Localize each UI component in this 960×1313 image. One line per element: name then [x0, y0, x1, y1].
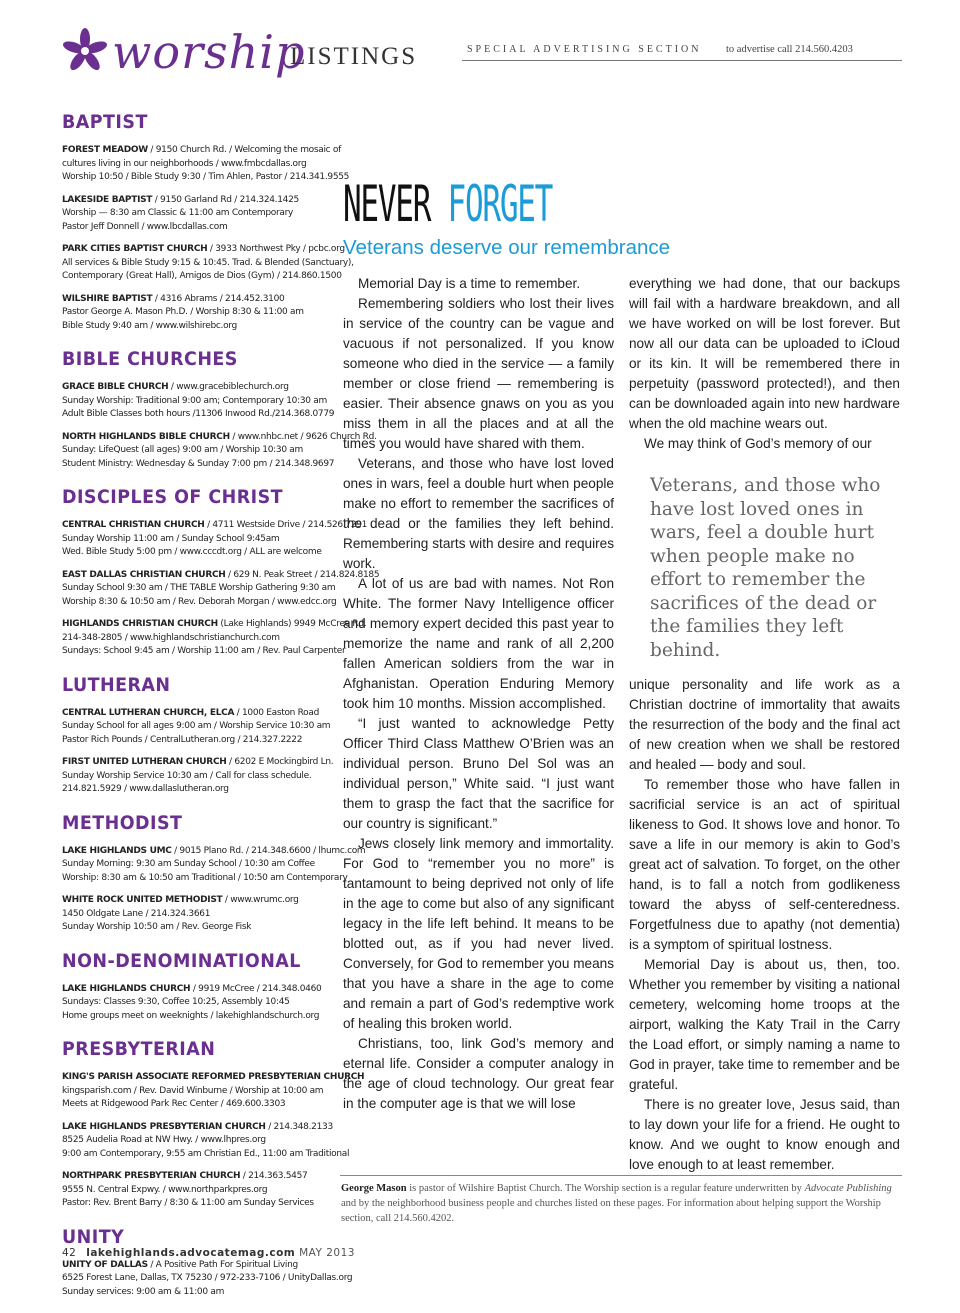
category-gap — [62, 1308, 342, 1313]
article-paragraph: Memorial Day is a time to remember. — [358, 276, 581, 291]
listing-detail: / 629 N. Peak Street / 214.824.8185 — [225, 569, 380, 580]
issue-month: MAY 2013 — [299, 1247, 355, 1259]
listing-detail: Worship: 8:30 am & 10:50 am Traditional / 10:50 am Contemporary — [62, 872, 348, 883]
listing-detail: / 9150 Garland Rd / 214.324.1425 — [152, 194, 299, 205]
listing-detail: 8525 Audelia Road at NW Hwy. / www.lhpres.org — [62, 1135, 266, 1145]
church-name: LAKE HIGHLANDS CHURCH — [62, 983, 191, 994]
listing-detail: (Lake Highlands) 9949 McCree Rd. — [217, 619, 367, 629]
article-column-1 — [343, 274, 614, 1114]
article-paragraph: To remember those who have fallen in sacrificial service is an act of spiritual likeness to God. It shows love and honor. To save a life in our memory is akin to God’s great act of salvation. To forget, on the other hand, is to fall a notch from godlikeness toward the abyss of self-centeredness. Forgetfulness due to apathy (not dementia) is a symptom of spiritual lostness. — [629, 777, 900, 952]
article-paragraph: Remembering soldiers who lost their lives in service of the country can be vague and vacuous if not personalized. If you know someone who died in the service — a family member or close friend — remembering is easier. Their absence gnaws on you as you miss them in all the places and at all the times you would have shared with them. — [343, 296, 614, 451]
church-listing — [62, 1259, 353, 1300]
category-heading: PRESBYTERIAN — [62, 1038, 216, 1060]
listing-detail: 214.821.5929 / www.dallaslutheran.org — [62, 784, 229, 794]
flower-logo-icon — [62, 28, 108, 74]
listing-detail: cultures living in our neighborhoods / www.fmbcdallas.org — [62, 158, 307, 169]
church-listing — [62, 569, 380, 610]
title-word-never: NEVER — [343, 175, 431, 233]
church-listing — [62, 756, 342, 797]
church-listing — [62, 1071, 365, 1112]
advertise-phone: to advertise call 214.560.4203 — [726, 44, 853, 55]
church-listing — [62, 194, 342, 235]
listing-detail: Student Ministry: Wednesday & Sunday 7:00 pm / 214.348.9697 — [62, 458, 335, 469]
listing-detail: / 3933 Northwest Pky / pcbc.org — [207, 244, 345, 254]
church-listing — [62, 894, 342, 935]
listing-detail: Pastor Jeff Donnell / www.lbcdallas.com — [62, 221, 228, 232]
bio-name: George Mason — [341, 1183, 407, 1194]
church-listing — [62, 618, 367, 659]
church-name: FOREST MEADOW — [62, 145, 148, 155]
church-name: GRACE BIBLE CHURCH — [62, 382, 169, 392]
brand-script: worship — [112, 25, 306, 79]
listing-detail: Meets at Ridgewood Park Rec Center / 469.600.3303 — [62, 1099, 286, 1109]
church-name: FIRST UNITED LUTHERAN CHURCH — [62, 757, 227, 767]
listing-detail: Pastor George A. Mason Ph.D. / Worship 8:30 & 11:00 am — [62, 307, 304, 317]
church-name: CENTRAL LUTHERAN CHURCH, ELCA — [62, 707, 235, 718]
listing-detail: 9555 N. Central Expwy. / www.northparkpres.org — [62, 1184, 268, 1195]
listing-detail: Wed. Bible Study 5:00 pm / www.cccdt.org / ALL are welcome — [62, 547, 322, 557]
church-name: LAKE HIGHLANDS PRESBYTERIAN CHURCH — [62, 1121, 266, 1132]
listing-detail: kingsparish.com / Rev. David Winburne / Worship at 10:00 am — [62, 1085, 324, 1096]
listing-detail: / 9015 Plano Rd. / 214.348.6600 / lhumc.com — [171, 845, 366, 856]
category-heading: DISCIPLES OF CHRIST — [62, 486, 284, 508]
church-name: HIGHLANDS CHRISTIAN CHURCH — [62, 619, 218, 629]
article-paragraph: There is no greater love, Jesus said, than to lay down your life for a friend. He ought to know. And we ought to know enough and love enough to at least remember. — [629, 1097, 900, 1172]
listing-detail: / 9150 Church Rd. / Welcoming the mosaic of — [147, 145, 341, 155]
article-column-2-top — [629, 274, 900, 454]
article-title — [343, 176, 552, 232]
church-name: PARK CITIES BAPTIST CHURCH — [62, 244, 208, 254]
church-listing — [62, 381, 342, 422]
article-subhead: Veterans deserve our remembrance — [343, 236, 671, 259]
category-heading: NON-DENOMINATIONAL — [62, 949, 301, 972]
listing-detail: Pastor: Rev. Brent Barry / 8:30 & 11:00 am Sunday Services — [62, 1198, 314, 1208]
listing-detail: / 6202 E Mockingbird Ln. — [226, 757, 334, 767]
article-paragraph: unique personality and life work as a Christian doctrine of immortality that awaits the resurrection of the body and the final act of new creation when we shall be restored and healed — body and soul. — [629, 677, 900, 772]
bio-publisher: Advocate Publishing — [804, 1183, 892, 1194]
listing-detail: Sunday Morning: 9:30 am Sunday School / 10:30 am Coffee — [62, 859, 315, 869]
bio-text-2: and by the neighborhood business people and churches listed on these pages. For information about helping support the Worship section, call 214.560.4202. — [341, 1198, 881, 1224]
article-paragraph: We may think of God’s memory of our — [644, 436, 872, 451]
category-heading: BIBLE CHURCHES — [62, 348, 238, 370]
church-listing — [62, 144, 350, 185]
church-name: LAKESIDE BAPTIST — [62, 194, 153, 205]
church-name: WILSHIRE BAPTIST — [62, 293, 153, 304]
title-word-forget: FORGET — [447, 175, 553, 233]
article-paragraph: Jews closely link memory and immortality. For God to “remember you no more” is tantamount to being deprived not only of life in the age to come but also of any significant legacy in the life left behind. It means to be blotted out, as if you had never lived. Conversely, for God to remember you means that you have a share in the age to come and remain a part of God’s redemptive work of healing this broken world. — [343, 836, 614, 1031]
listing-detail: 214-348-2805 / www.highlandschristianchurch.com — [62, 632, 280, 643]
site-url: lakehighlands.advocatemag.com — [86, 1247, 296, 1259]
article-paragraph: Memorial Day is about us, then, too. Whether you remember by visiting a national cemetery, welcoming home troops at the airport, walking the Katy Trail in the Carry the Load effort, or simply naming a name to God in prayer, take time to remember and be grateful. — [629, 957, 900, 1092]
article-paragraph: Veterans, and those who have lost loved ones in wars, feel a double hurt when people make no effort to remember the sacrifices of the dead or the families they left behind. Remembering starts with desire and requires work. — [343, 456, 614, 571]
listing-detail: / 1000 Easton Road — [234, 707, 320, 718]
listing-detail: / A Positive Path For Spiritual Living — [147, 1259, 298, 1270]
listing-detail: All services & Bible Study 9:15 & 10:45. Trad. & Blended (Sanctuary), — [62, 257, 354, 268]
article-paragraph: Christians, too, link God’s memory and eternal life. Consider a computer analogy in the age of cloud technology. Our great fear in the computer age is that we will lose — [343, 1036, 614, 1111]
listing-detail: Contemporary (Great Hall), Amigos de Dios (Gym) / 214.860.1500 — [62, 271, 342, 281]
article-paragraph: everything we had done, that our backups will fail with a hardware breakdown, and all we have worked on will be lost forever. But now all our data can be uploaded to iCloud or its kin. It will be remembered there in perpetuity (password protected!), and then can be downloaded again into new hardware when the old machine wears out. — [629, 276, 900, 431]
listing-detail: Sunday School for all ages 9:00 am / Worship Service 10:30 am — [62, 721, 331, 731]
listing-detail: Sunday: LifeQuest (all ages) 9:00 am / Worship 10:30 am — [62, 445, 303, 455]
church-listing — [62, 431, 377, 472]
header-rule — [462, 60, 902, 61]
listing-detail: 1450 Oldgate Lane / 214.324.3661 — [62, 908, 211, 919]
listing-detail: Worship 8:30 & 10:50 am / Rev. Deborah Morgan / www.edcc.org — [62, 596, 337, 607]
page-number: 42 — [62, 1247, 77, 1259]
church-listing — [62, 845, 366, 886]
listing-detail: Sunday Worship: Traditional 9:00 am; Contemporary 10:30 am — [62, 395, 327, 406]
page-header — [62, 22, 902, 82]
listing-detail: / 9919 McCree / 214.348.0460 — [190, 983, 322, 994]
listing-detail: Bible Study 9:40 am / www.wilshirebc.org — [62, 320, 237, 331]
listing-detail: Worship — 8:30 am Classic & 11:00 am Contemporary — [62, 208, 294, 218]
church-name: EAST DALLAS CHRISTIAN CHURCH — [62, 569, 226, 580]
listing-detail: / 4316 Abrams / 214.452.3100 — [152, 293, 285, 304]
brand-caps: LISTINGS — [290, 43, 418, 70]
church-name: NORTH HIGHLANDS BIBLE CHURCH — [62, 431, 230, 442]
category-heading: LUTHERAN — [62, 673, 171, 696]
church-listing — [62, 983, 342, 1024]
listing-detail: Sunday services: 9:00 am & 11:00 am — [62, 1286, 225, 1297]
church-name: KING'S PARISH ASSOCIATE REFORMED PRESBYTERIAN CHURCH — [62, 1072, 365, 1082]
article-column-2-bottom — [629, 675, 900, 1175]
church-name: CENTRAL CHRISTIAN CHURCH — [62, 520, 205, 530]
bio-rule — [340, 1175, 902, 1176]
church-name: WHITE ROCK UNITED METHODIST — [62, 895, 223, 905]
church-listing — [62, 707, 342, 748]
listing-detail: / www.nhbc.net / 9626 Church Rd. — [229, 431, 377, 442]
category-heading: UNITY — [62, 1225, 125, 1248]
listing-detail: Worship 10:50 / Bible Study 9:30 / Tim Ahlen, Pastor / 214.341.9555 — [62, 172, 350, 182]
listing-detail: / www.gracebiblechurch.org — [168, 382, 289, 392]
category-heading: BAPTIST — [62, 111, 148, 133]
listing-detail: Sunday Worship Service 10:30 am / Call for class schedule. — [62, 770, 312, 781]
church-name: UNITY OF DALLAS — [62, 1259, 148, 1270]
church-listing — [62, 519, 368, 560]
category-heading: METHODIST — [62, 811, 183, 834]
listing-detail: Sunday Worship 10:50 am / Rev. George Fisk — [62, 922, 252, 932]
page-footer — [62, 1247, 355, 1259]
pull-quote: Veterans, and those who have lost loved ones in wars, feel a double hurt when people make no effort to remember the sacrifices of the dead or the families they left behind. — [650, 475, 881, 661]
listing-detail: Sundays: School 9:45 am / Worship 11:00 am / Rev. Paul Carpenter — [62, 646, 346, 656]
listing-detail: Home groups meet on weeknights / lakehighlandschurch.org — [62, 1010, 320, 1021]
listing-detail: / 214.363.5457 — [240, 1171, 308, 1181]
bio-text-1: is pastor of Wilshire Baptist Church. The Worship section is a regular feature underwritten by — [406, 1183, 805, 1194]
church-listing — [62, 1170, 342, 1211]
listing-detail: / 4711 Westside Drive / 214.526.7291 — [204, 520, 368, 530]
listing-detail: Sunday Worship 11:00 am / Sunday School 9:45am — [62, 533, 280, 544]
listing-detail: 6525 Forest Lane, Dallas, TX 75230 / 972-233-7106 / UnityDallas.org — [62, 1273, 353, 1283]
church-listing — [62, 243, 354, 284]
article-paragraph: “I just wanted to acknowledge Petty Officer Third Class Matthew O’Brien was an individual person. Bruno Del Sol was an individual person,” White said. “I just want them to grasp the fact that the sacrifice for our country is significant.” — [343, 716, 614, 831]
listing-detail: Sundays: Classes 9:30, Coffee 10:25, Assembly 10:45 — [62, 997, 290, 1007]
church-name: NORTHPARK PRESBYTERIAN CHURCH — [62, 1171, 241, 1181]
article-paragraph: A lot of us are bad with names. Not Ron White. The former Navy Intelligence officer and memory expert decided this past year to memorize the name and rank of all 2,200 fallen American soldiers from the war in Afghanistan. Operation Enduring Memory took him 10 months. Mission accomplished. — [343, 576, 614, 711]
author-bio — [341, 1181, 896, 1226]
listing-detail: Pastor Rich Pounds / CentralLutheran.org / 214.327.2222 — [62, 734, 303, 745]
listing-detail: / 214.348.2133 — [265, 1121, 333, 1132]
section-tag: SPECIAL ADVERTISING SECTION — [467, 44, 702, 55]
listing-detail: / www.wrumc.org — [222, 895, 299, 905]
church-listing — [62, 1121, 350, 1162]
church-listing — [62, 293, 342, 334]
church-name: LAKE HIGHLANDS UMC — [62, 845, 172, 856]
listing-detail: 9:00 am Contemporary, 9:55 am Christian Ed., 11:00 am Traditional — [62, 1148, 350, 1159]
listing-detail: Adult Bible Classes both hours /11306 Inwood Rd./214.368.0779 — [62, 409, 335, 419]
listing-detail: Sunday School 9:30 am / THE TABLE Worship Gathering 9:30 am — [62, 583, 336, 593]
